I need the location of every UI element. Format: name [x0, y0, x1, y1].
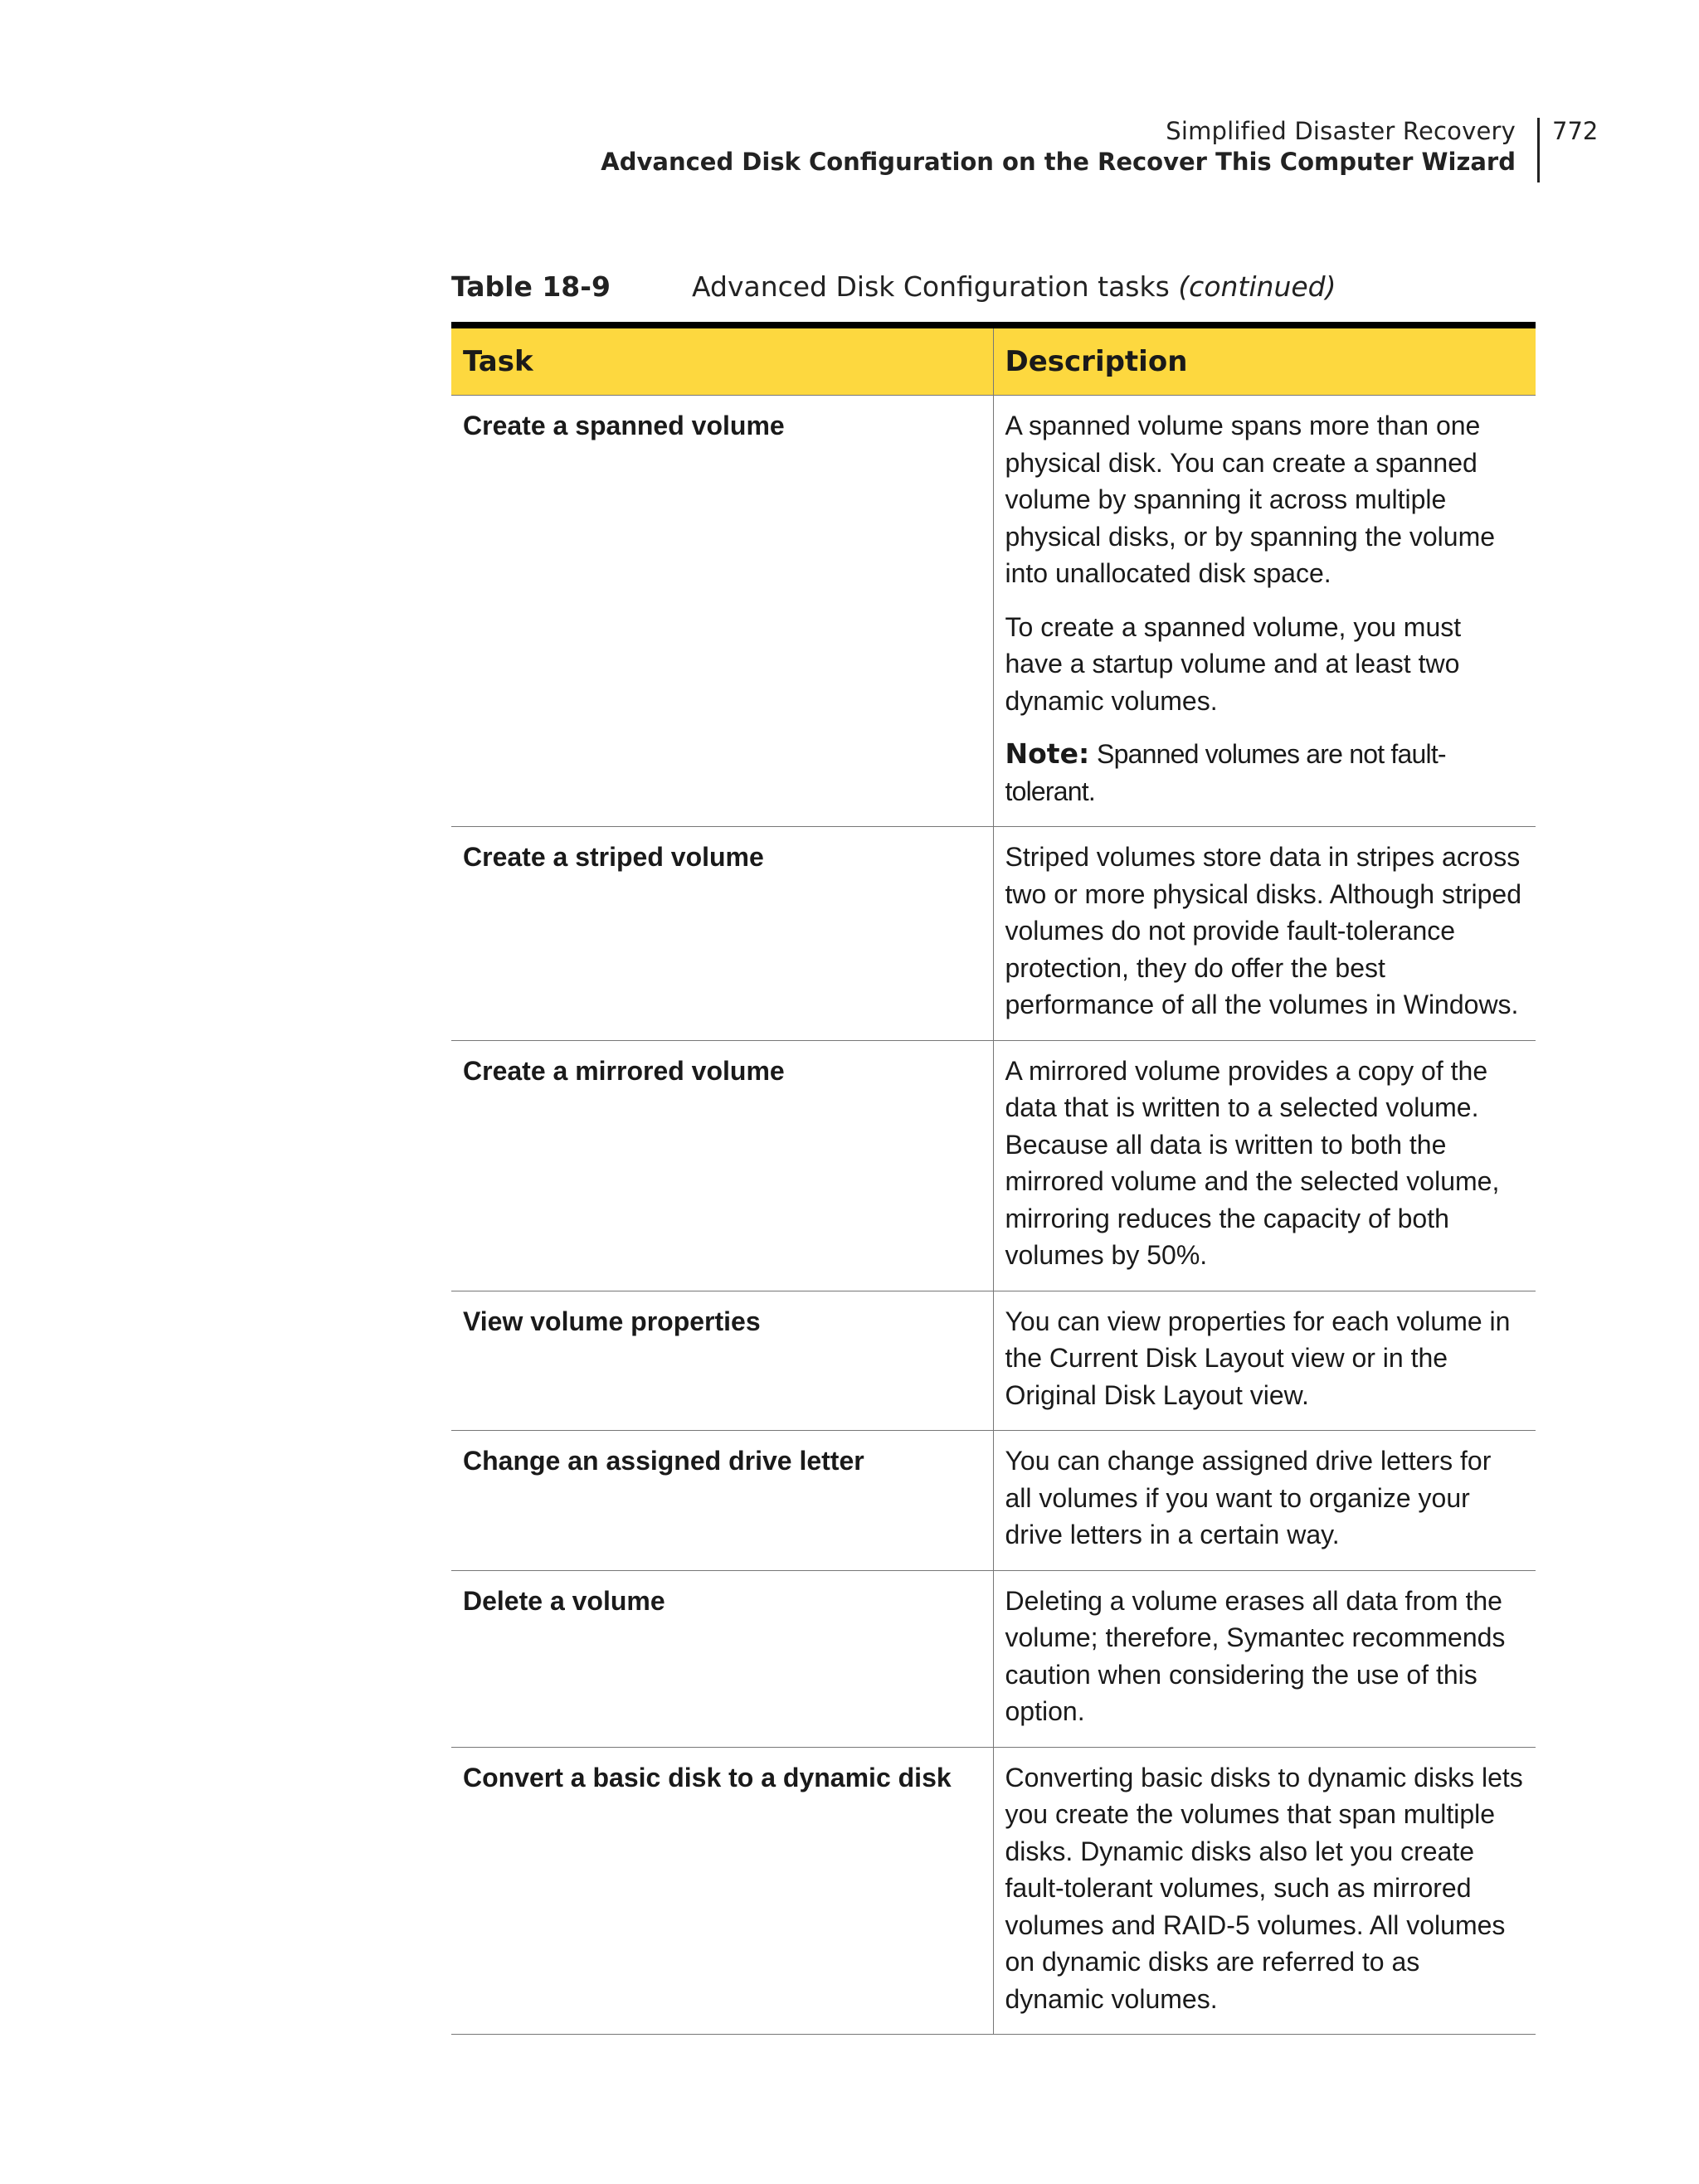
description-paragraph: A spanned volume spans more than one physical disk. You can create a spanned volume by spanning it across multiple physical disks, or by spanning the volume into unallocated disk space.: [1005, 411, 1496, 588]
description-cell: [993, 827, 1536, 1041]
task-cell: Delete a volume: [451, 1570, 993, 1747]
description-cell: [993, 1291, 1536, 1431]
page-number: 772: [1552, 117, 1599, 145]
description-paragraph: You can view properties for each volume in the Current Disk Layout view or in the Original Disk Layout view.: [1005, 1306, 1511, 1410]
table-title: Advanced Disk Configuration tasks: [692, 270, 1170, 303]
table-row: [451, 1431, 1536, 1571]
table-row: [451, 1040, 1536, 1291]
table-continued: (continued): [1178, 270, 1336, 303]
chapter-title: Simplified Disaster Recovery: [1166, 117, 1516, 145]
column-header-task: Task: [451, 328, 993, 396]
table-row: [451, 1570, 1536, 1747]
note-text: Spanned volumes are not fault-tolerant.: [1005, 739, 1446, 806]
description-paragraph: To create a spanned volume, you must have a startup volume and at least two dynamic volumes.: [1005, 611, 1462, 716]
description-paragraph: A mirrored volume provides a copy of the data that is written to a selected volume. Because all data is written to both the mirrored volume and the selected volume, mirroring reduces the capacity of both volumes by 50%.: [1005, 1055, 1500, 1270]
description-cell: [993, 396, 1536, 827]
note: [1005, 736, 1525, 810]
table-row: [451, 1291, 1536, 1431]
task-cell: Change an assigned drive letter: [451, 1431, 993, 1571]
table-row: [451, 827, 1536, 1041]
description-paragraph: Striped volumes store data in stripes across two or more physical disks. Although striped volumes do not provide fault-tolerance protection, they do offer the best performance of all the volumes in Windows.: [1005, 842, 1522, 1019]
table-row: [451, 1747, 1536, 2035]
task-table-container: [451, 322, 1536, 2035]
section-title: Advanced Disk Configuration on the Recover This Computer Wizard: [601, 148, 1516, 176]
header-divider: [1537, 118, 1540, 182]
task-table: [451, 328, 1536, 2035]
description-cell: [993, 1431, 1536, 1571]
table-caption: [451, 269, 1535, 305]
table-label: Table 18-9: [451, 270, 611, 303]
description-cell: [993, 1040, 1536, 1291]
running-header: [601, 116, 1536, 178]
description-cell: [993, 1747, 1536, 2035]
table-header-row: [451, 328, 1536, 396]
task-cell: Create a striped volume: [451, 827, 993, 1041]
task-cell: Create a spanned volume: [451, 396, 993, 827]
note-label: Note:: [1005, 737, 1090, 770]
description-paragraph: You can change assigned drive letters for all volumes if you want to organize your drive letters in a certain way.: [1005, 1446, 1492, 1549]
task-cell: View volume properties: [451, 1291, 993, 1431]
description-paragraph: Deleting a volume erases all data from the volume; therefore, Symantec recommends caution when considering the use of this option.: [1005, 1585, 1506, 1726]
description-paragraph: Converting basic disks to dynamic disks lets you create the volumes that span multiple disks. Dynamic disks also let you create fault-tolerant volumes, such as mirrored volumes and RAID-5 volumes. All volumes on dynamic disks are referred to as dynamic volumes.: [1005, 1762, 1523, 2014]
column-header-description: Description: [993, 328, 1536, 396]
description-cell: [993, 1570, 1536, 1747]
task-cell: Convert a basic disk to a dynamic disk: [451, 1747, 993, 2035]
table-row: [451, 396, 1536, 827]
task-cell: Create a mirrored volume: [451, 1040, 993, 1291]
